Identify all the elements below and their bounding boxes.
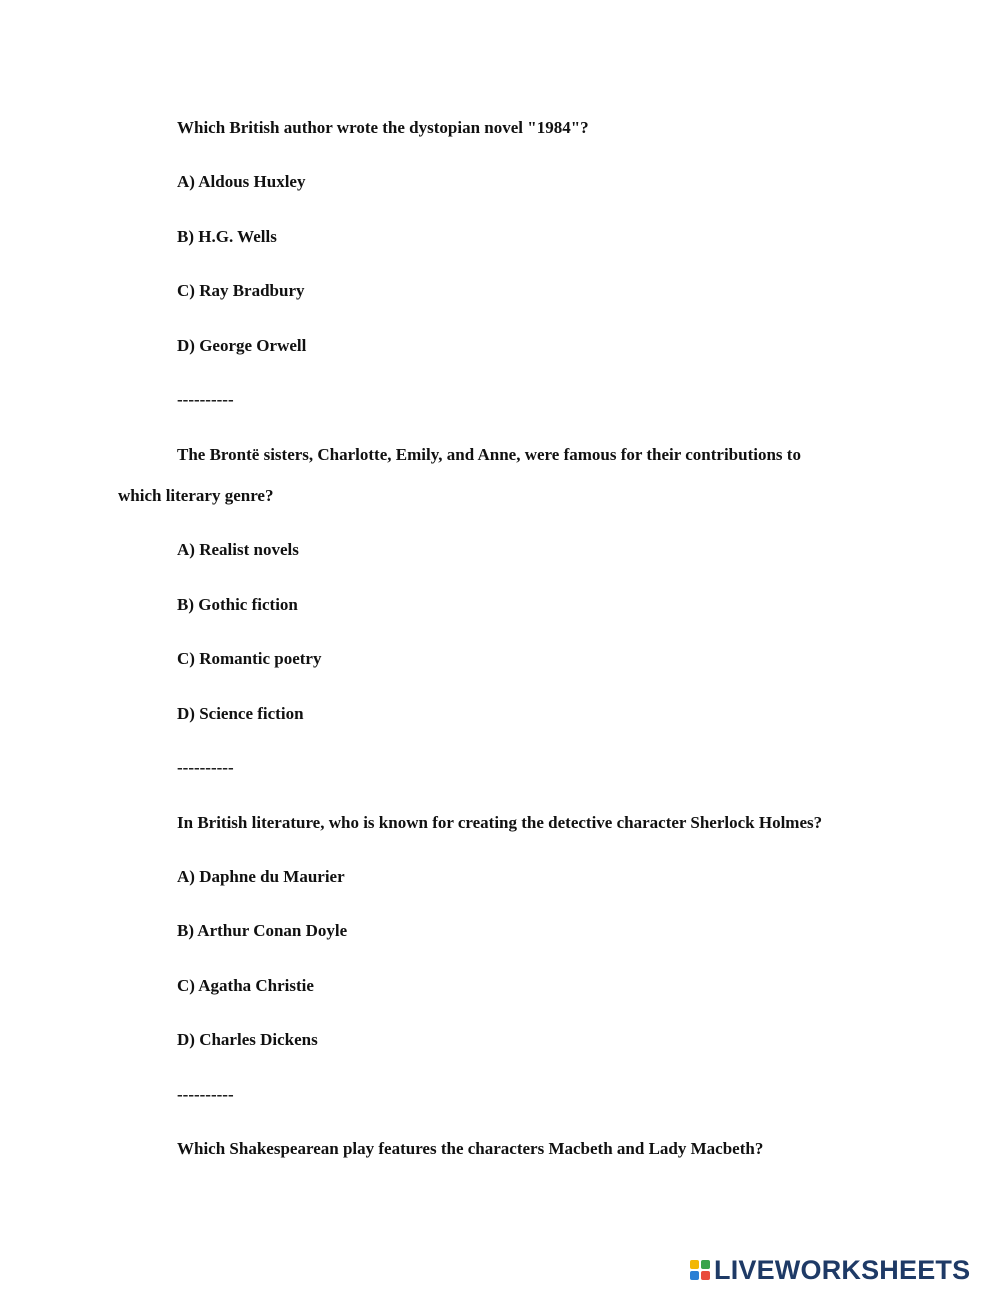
logo-square-2 [701, 1260, 710, 1269]
liveworksheets-logo-text: LIVEWORKSHEETS [714, 1255, 971, 1285]
question-3-option-b: B) Arthur Conan Doyle [177, 921, 348, 940]
question-2-text-line-1: The Brontë sisters, Charlotte, Emily, and Anne, were famous for their contributions to [177, 445, 801, 464]
separator-3: ---------- [177, 1085, 234, 1104]
question-3-option-d: D) Charles Dickens [177, 1030, 318, 1049]
question-2-text-line-2: which literary genre? [118, 486, 274, 505]
liveworksheets-logo-icon [690, 1260, 710, 1280]
separator-1: ---------- [177, 390, 234, 409]
question-2-option-d: D) Science fiction [177, 704, 304, 723]
separator-2: ---------- [177, 758, 234, 777]
question-3-option-c: C) Agatha Christie [177, 976, 314, 995]
question-1-option-a: A) Aldous Huxley [177, 172, 306, 191]
question-2-option-c: C) Romantic poetry [177, 649, 322, 668]
question-4-text: Which Shakespearean play features the characters Macbeth and Lady Macbeth? [177, 1139, 764, 1158]
question-3-text: In British literature, who is known for creating the detective character Sherlock Holmes? [177, 813, 823, 832]
question-1-option-b: B) H.G. Wells [177, 227, 277, 246]
logo-square-1 [690, 1260, 699, 1269]
question-2-option-a: A) Realist novels [177, 540, 299, 559]
question-3-option-a: A) Daphne du Maurier [177, 867, 345, 886]
question-1-option-c: C) Ray Bradbury [177, 281, 305, 300]
question-1-text: Which British author wrote the dystopian novel "1984"? [177, 118, 589, 137]
question-2-option-b: B) Gothic fiction [177, 595, 298, 614]
liveworksheets-logo [690, 1254, 990, 1286]
logo-square-4 [701, 1271, 710, 1280]
question-1-option-d: D) George Orwell [177, 336, 307, 355]
logo-square-3 [690, 1271, 699, 1280]
